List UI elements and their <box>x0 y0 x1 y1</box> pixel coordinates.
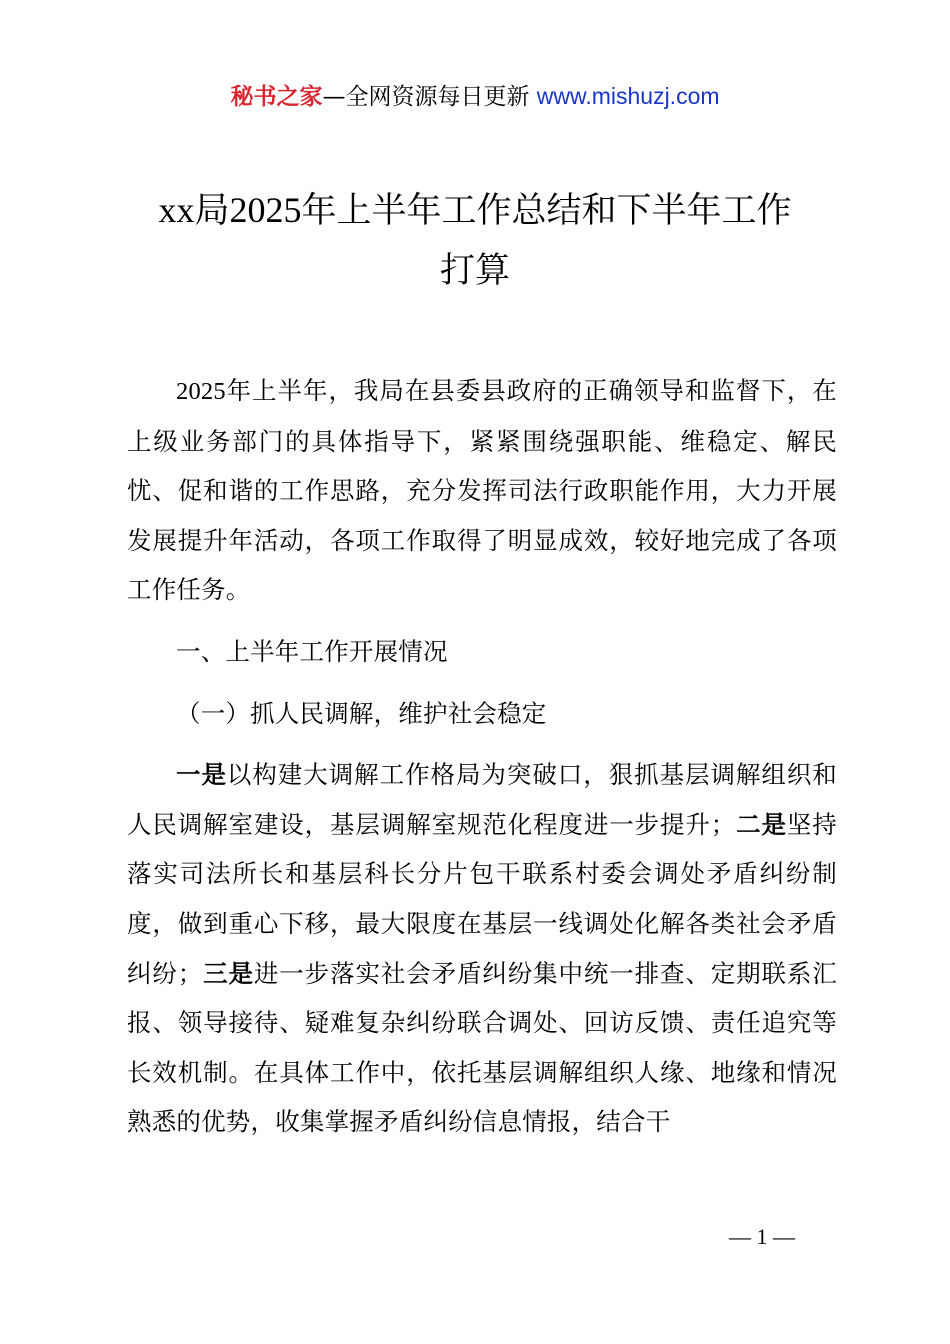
section-heading: 一、上半年工作开展情况 <box>176 636 448 666</box>
intro-paragraph <box>127 366 837 615</box>
site-header <box>0 80 950 113</box>
title-line-1 <box>100 180 850 241</box>
document-body <box>127 366 837 1147</box>
page-number: — 1 — <box>729 1224 795 1249</box>
site-slogan: —全网资源每日更新 <box>322 84 530 110</box>
document-title <box>100 180 850 301</box>
intro-text: 年上半年，我局在县委县政府的正确领导和监督下，在上级业务部门的具体指导下，紧紧围绕强职能、维稳定、解民忧、促和谐的工作思路，充分发挥司法行政职能作用，大力开展发展提升年活动，各项工作取得了明显成效，较好地完成了各项工作任务。 <box>127 376 837 605</box>
title-line-2: 打算 <box>439 251 510 291</box>
brand-name: 秘书之家 <box>230 84 323 110</box>
intro-year: 2025 <box>176 378 226 405</box>
site-url-link[interactable]: www.mishuzj.com <box>536 83 720 109</box>
title-year: 2025 <box>229 190 302 230</box>
subsection-heading: （一）抓人民调解，维护社会稳定 <box>176 698 547 728</box>
lead-phrase-2: 二是 <box>735 809 787 839</box>
paragraph-text-2: 坚持落实司法所长和基层科长分片包干联系村委会调处矛盾纠纷制度，做到重心下移，最大限度在基层一线调处化解各类社会矛盾纠纷； <box>127 809 837 988</box>
lead-phrase-1: 一是 <box>176 760 227 790</box>
title-prefix: xx <box>158 190 195 230</box>
lead-phrase-3: 三是 <box>202 958 254 988</box>
title-mid: 局 <box>194 191 230 231</box>
paragraph-text-3: 进一步落实社会矛盾纠纷集中统一排查、定期联系汇报、领导接待、疑难复杂纠纷联合调处、回访反馈、责任追究等长效机制。在具体工作中，依托基层调解组织人缘、地缘和情况熟悉的优势，收集掌握矛盾纠纷信息情报，结合干 <box>127 958 837 1137</box>
paragraph-text-1: 以构建大调解工作格局为突破口，狠抓基层调解组织和人民调解室建设，基层调解室规范化程度进一步提升； <box>127 760 837 839</box>
title-suffix: 年上半年工作总结和下半年工作 <box>301 191 792 231</box>
body-paragraph <box>127 750 837 1147</box>
